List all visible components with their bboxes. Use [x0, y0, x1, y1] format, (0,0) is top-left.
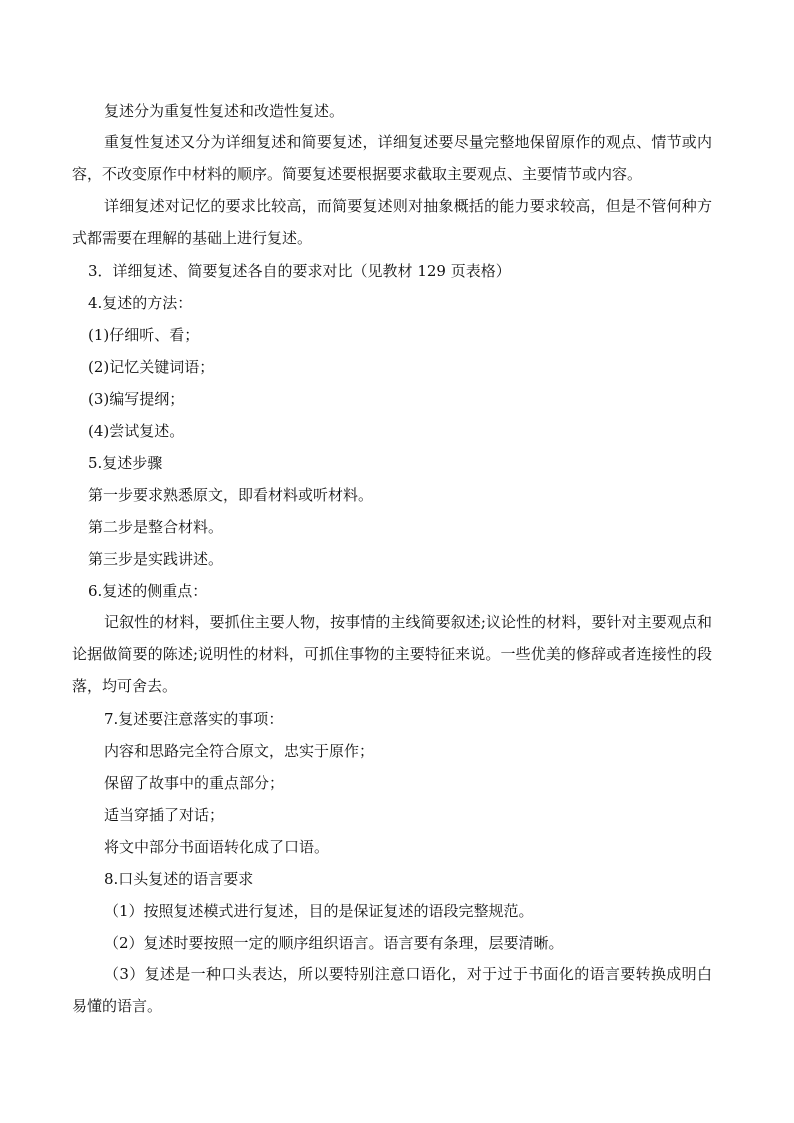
paragraph-retelling-types: 复述分为重复性复述和改造性复述。 — [104, 102, 345, 120]
paragraph-repetitive-retelling: 重复性复述又分为详细复述和简要复述，详细复述要尽量完整地保留原作的观点、情节或内容，不改变原作中材料的顺序。简要复述要根据要求截取主要观点、主要情节或内容。 — [72, 133, 712, 183]
method-step-4: (4)尝试复述。 — [88, 422, 185, 440]
step-first: 第一步要求熟悉原文，即看材料或听材料。 — [88, 486, 374, 504]
note-colloquial: 将文中部分书面语转化成了口语。 — [104, 838, 330, 856]
requirement-1: （1）按照复述模式进行复述，目的是保证复述的语段完整规范。 — [104, 902, 534, 920]
method-step-3: (3)编写提纲； — [88, 390, 185, 408]
method-step-2: (2)记忆关键词语； — [88, 358, 215, 376]
heading-item-3: 3．详细复述、简要复述各自的要求对比（见教材 129 页表格） — [88, 262, 511, 280]
paragraph-focus-points: 记叙性的材料，要抓住主要人物，按事情的主线简要叙述;议论性的材料，要针对主要观点和论据做简要的陈述;说明性的材料，可抓住事物的主要特征来说。一些优美的修辞或者连接性的段落，均可舍去。 — [72, 613, 712, 695]
heading-item-6: 6.复述的侧重点： — [88, 582, 208, 600]
method-step-1: (1)仔细听、看； — [88, 326, 200, 344]
requirement-3: （3）复述是一种口头表达，所以要特别注意口语化，对于过于书面化的语言要转换成明白易懂的语言。 — [72, 965, 712, 1015]
heading-item-4: 4.复述的方法： — [88, 294, 193, 312]
step-third: 第三步是实践讲述。 — [88, 550, 224, 568]
heading-item-7: 7.复述要注意落实的事项： — [104, 710, 284, 728]
note-content-faithful: 内容和思路完全符合原文，忠实于原作； — [104, 742, 375, 760]
requirement-2: （2）复述时要按照一定的顺序组织语言。语言要有条理，层要清晰。 — [104, 934, 564, 952]
paragraph-detailed-vs-brief: 详细复述对记忆的要求比较高，而简要复述则对抽象概括的能力要求较高，但是不管何种方式都需要在理解的基础上进行复述。 — [72, 197, 712, 247]
heading-item-5: 5.复述步骤 — [88, 454, 163, 472]
heading-item-8: 8.口头复述的语言要求 — [104, 870, 254, 888]
step-second: 第二步是整合材料。 — [88, 518, 224, 536]
note-key-parts: 保留了故事中的重点部分； — [104, 774, 285, 792]
note-dialogue: 适当穿插了对话； — [104, 806, 225, 824]
